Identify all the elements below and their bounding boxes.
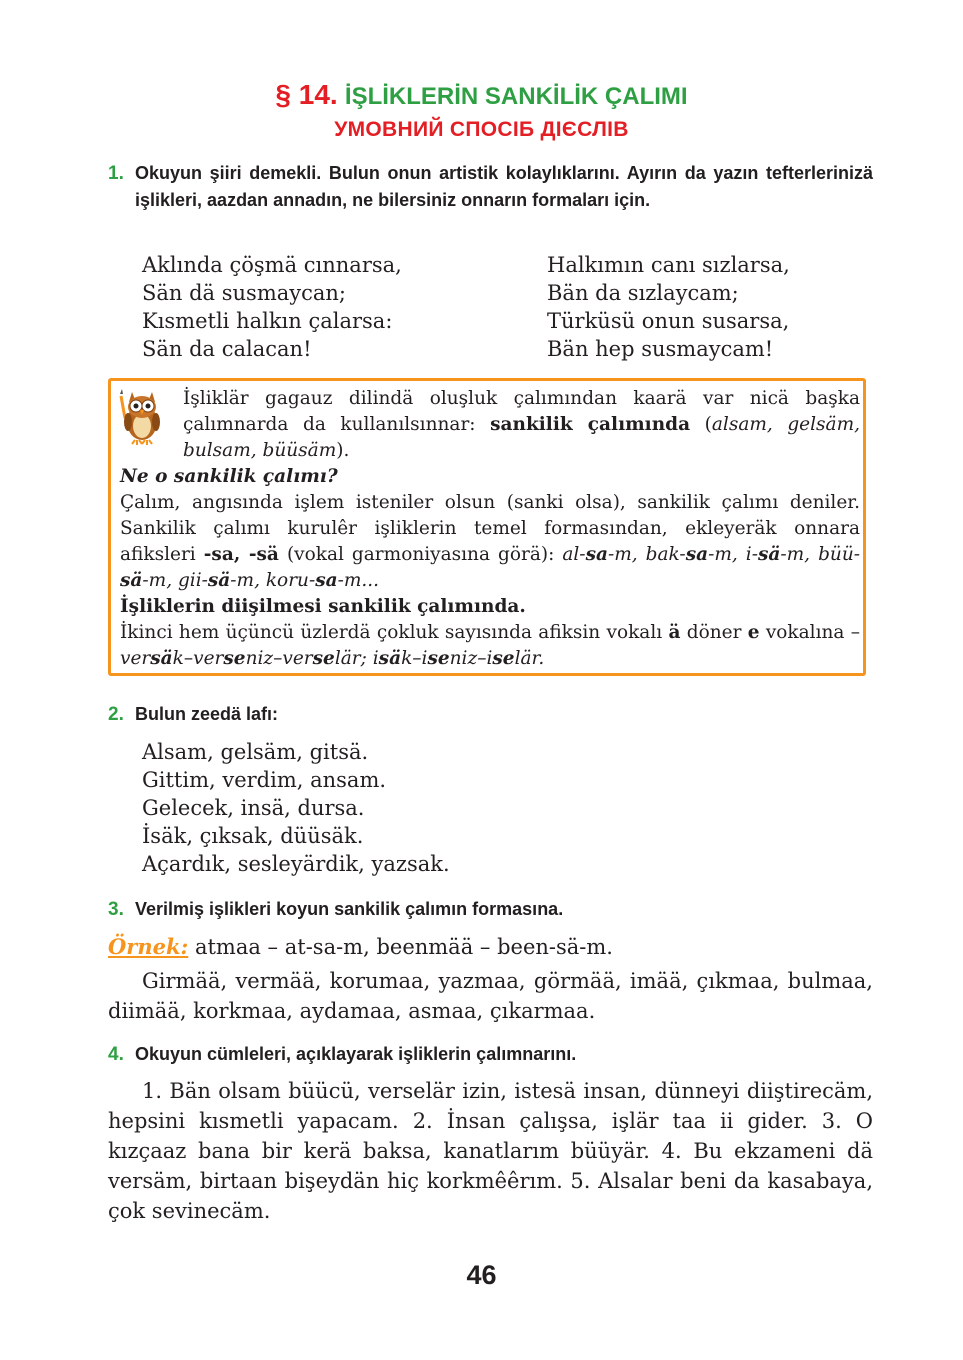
list-item: Gittim, verdim, ansam. [142,768,387,792]
task-2 [108,701,873,728]
example-line [108,932,613,962]
task-3 [108,896,873,923]
task-1 [108,160,873,214]
poem-line: Sän da calacan! [142,337,312,361]
word-list [142,738,450,878]
example-text: atmaa – at-sa-m, beenmää – been-sä-m. [188,935,613,959]
poem-line: Bän hep susmaycam! [547,337,774,361]
list-item: Alsam, gelsäm, gitsä. [142,740,369,764]
poem-line: Bän da sızlaycam; [547,281,739,305]
rule-intro: İşliklär gagauz dilindä oluşluk çalımından kaarä var nicä başka çalımnarda da kullanılsınnar: sankilik çalımında (alsam, gelsäm, bulsam, büüsäm). [183,388,860,461]
task-number: 1. [108,163,124,184]
owl-icon [117,388,167,446]
task-number: 4. [108,1044,124,1065]
rule-subheading: İşliklerin diişilmesi sankilik çalımında. [120,596,526,617]
page-number: 46 [466,1260,497,1290]
poem-line: Türküsü onun susarsa, [547,309,790,333]
task-number: 2. [108,704,124,725]
task-4 [108,1041,873,1068]
rule-examples: al-sa-m, bak-sa-m, i-sä-m, büü-sä-m, gii-sä-m, koru-sa-m... [120,544,860,591]
poem-right-stanza [547,251,790,363]
section-number: § 14. [275,79,338,110]
rule-conjugation-note: İkinci hem üçüncü üzlerdä çokluk sayısında afiksin vokalı ä döner e vokalına – versäk–verseniz–verselär; isäk–iseniz–iselär. [120,622,861,669]
list-item: İsäk, çıksak, düüsäk. [142,824,364,848]
list-item: Gelecek, insä, dursa. [142,796,365,820]
task-instruction: Verilmiş işlikleri koyun sankilik çalımın formasına. [135,899,564,919]
poem-line: Aklında çöşmä cınnarsa, [142,253,402,277]
poem-line: Halkımın canı sızlarsa, [547,253,790,277]
list-item: Açardık, sesleyärdik, yazsak. [142,852,450,876]
poem-line: Kısmetli halkın çalarsa: [142,309,393,333]
section-heading: İŞLİKLERİN SANKİLİK ÇALIMI [344,83,688,110]
rule-definition: Çalım, angısında işlem isteniler olsun (sanki olsa), sankilik çalımı deniler. Sankilik çalımı kurulêr işliklerin temel formasından, ekleyeräk onnara afiksleri -sa, -sä (vokal garmoniyasına görä): al-sa-m, bak-sa-m, i-sä-m, büü-sä-m, gii-sä-m, koru-sa-m... [120,492,860,591]
verb-list: Girmää, vermää, korumaa, yazmaa, görmää, imää, çıkmaa, bulmaa, diimää, korkmaa, aydamaa, asmaa, çıkarmaa. [108,969,873,1023]
task-number: 3. [108,899,124,920]
sentences-paragraph: 1. Bän olsam büücü, verselär izin, istesä insan, dünneyi diiştirecäm, hepsini kısmetli yapacam. 2. İnsan çalışsa, işlär taa ii gider. 3. O kızçaaz bana bir kerä baksa, kanatlarım büüyär. 4. Bu ekzameni dä versäm, birtaan bişeydän hiç korkmêêrım. 5. Alsalar beni da kasabaya, çok sevinecäm. [108,1079,873,1223]
section-title [0,78,963,144]
example-label: Örnek: [108,934,189,959]
task-instruction: Bulun zeedä lafı: [135,704,279,724]
rule-question: Ne o sankilik çalımı? [120,466,338,487]
poem-line: Sän dä susmaycan; [142,281,347,305]
section-subtitle: УМОВНИЙ СПОСІБ ДІЄСЛІВ [334,118,629,141]
task-instruction: Okuyun cümleleri, açıklayarak işliklerin çalımnarını. [135,1044,577,1064]
poem-left-stanza [142,251,402,363]
rule-forms: versäk–verseniz–verselär; isäk–iseniz–iselär. [120,648,545,669]
task-instruction: Okuyun şiiri demekli. Bulun onun artistik kolaylıklarını. Ayırın da yazın tefterlerinizä işlikleri, aazdan annadın, ne bilersiniz onnarın formaları için. [135,163,873,210]
